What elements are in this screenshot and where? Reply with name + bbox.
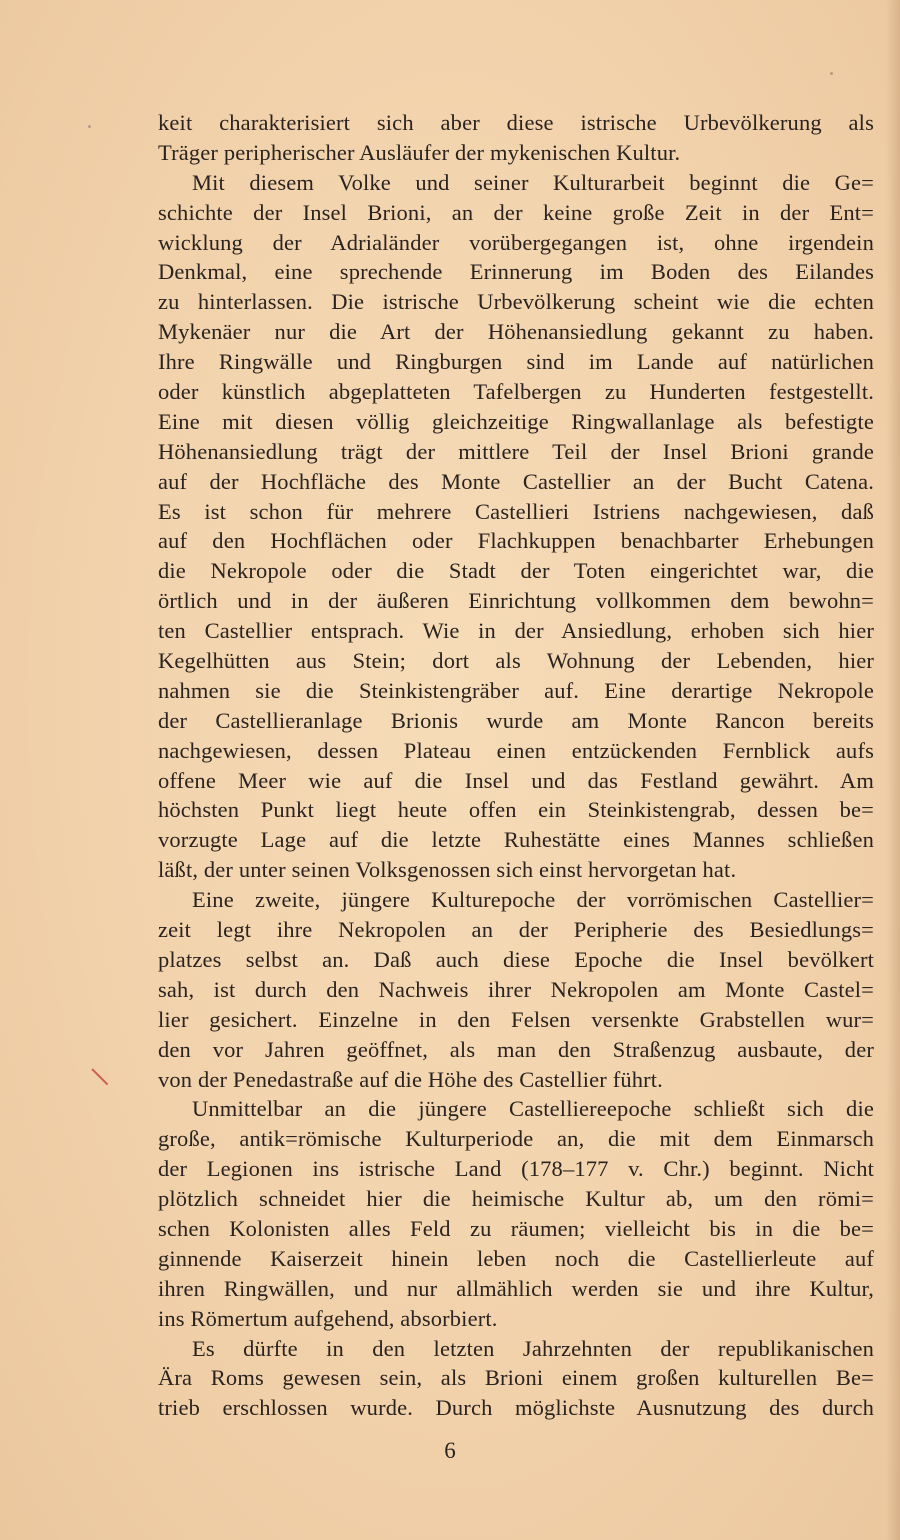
body-text xyxy=(158,108,874,1423)
text-line: Eine mit diesen völlig gleichzeitige Ringwallanlage als befestigte xyxy=(158,408,874,434)
text-line: der Legionen ins istrische Land (178–177 v. Chr.) beginnt. Nicht xyxy=(158,1156,874,1182)
text-line: ten Castellier entsprach. Wie in der Ansiedlung, erhoben sich hier xyxy=(158,618,874,644)
text-line: vorzugte Lage auf die letzte Ruhestätte eines Mannes schließen xyxy=(158,827,874,853)
page-edge-shadow xyxy=(886,0,900,1540)
text-line: Es dürfte in den letzten Jahrzehnten der republikanischen xyxy=(192,1335,874,1361)
text-line: Mykenäer nur die Art der Höhenansiedlung gekannt zu haben. xyxy=(158,319,874,345)
text-line: der Castellieranlage Brionis wurde am Monte Rancon bereits xyxy=(158,707,874,733)
text-line: von der Penedastraße auf die Höhe des Castellier führt. xyxy=(158,1066,663,1092)
page-number: 6 xyxy=(444,1438,456,1463)
text-line: Kegelhütten aus Stein; dort als Wohnung der Lebenden, hier xyxy=(158,648,874,674)
text-line: den vor Jahren geöffnet, als man den Straßenzug ausbaute, der xyxy=(158,1036,874,1062)
text-line: wicklung der Adrialänder vorübergegangen ist, ohne irgendein xyxy=(158,229,874,255)
text-line: höchsten Punkt liegt heute offen ein Steinkistengrab, dessen be= xyxy=(158,797,874,823)
text-line: lier gesichert. Einzelne in den Felsen versenkte Grabstellen wur= xyxy=(158,1006,874,1032)
text-line: zeit legt ihre Nekropolen an der Peripherie des Besiedlungs= xyxy=(158,917,874,943)
text-line: Ära Roms gewesen sein, als Brioni einem großen kulturellen Be= xyxy=(158,1365,874,1391)
paper-speck xyxy=(830,72,833,75)
text-line: ginnende Kaiserzeit hinein leben noch die Castellierleute auf xyxy=(158,1245,874,1271)
text-line: Eine zweite, jüngere Kulturepoche der vorrömischen Castellier= xyxy=(192,887,874,913)
text-line: plötzlich schneidet hier die heimische Kultur ab, um den römi= xyxy=(158,1186,874,1212)
text-line: sah, ist durch den Nachweis ihrer Nekropolen am Monte Castel= xyxy=(158,976,874,1002)
text-line: Unmittelbar an die jüngere Castelliereepoche schließt sich die xyxy=(192,1096,874,1122)
text-line: schichte der Insel Brioni, an der keine große Zeit in der Ent= xyxy=(158,199,874,225)
text-line: nahmen sie die Steinkistengräber auf. Eine derartige Nekropole xyxy=(158,677,874,703)
text-line: trieb erschlossen wurde. Durch möglichste Ausnutzung des durch xyxy=(158,1395,874,1421)
text-line: auf der Hochfläche des Monte Castellier an der Bucht Catena. xyxy=(158,468,874,494)
text-line: örtlich und in der äußeren Einrichtung vollkommen dem bewohn= xyxy=(158,588,874,614)
text-line: auf den Hochflächen oder Flachkuppen benachbarter Erhebungen xyxy=(158,528,874,554)
text-line: oder künstlich abgeplatteten Tafelbergen zu Hunderten festgestellt. xyxy=(158,379,874,405)
pencil-mark xyxy=(91,1068,108,1085)
text-line: Träger peripherischer Ausläufer der mykenischen Kultur. xyxy=(158,139,681,165)
text-line: Ihre Ringwälle und Ringburgen sind im Lande auf natürlichen xyxy=(158,349,874,375)
text-line: offene Meer wie auf die Insel und das Festland gewährt. Am xyxy=(158,767,874,793)
text-line: nachgewiesen, dessen Plateau einen entzückenden Fernblick aufs xyxy=(158,737,874,763)
text-line: ihren Ringwällen, und nur allmählich werden sie und ihre Kultur, xyxy=(158,1275,874,1301)
text-line: Denkmal, eine sprechende Erinnerung im Boden des Eilandes xyxy=(158,259,874,285)
text-line: platzes selbst an. Daß auch diese Epoche die Insel bevölkert xyxy=(158,946,874,972)
paper-speck xyxy=(88,125,91,128)
text-line: die Nekropole oder die Stadt der Toten eingerichtet war, die xyxy=(158,558,874,584)
text-line: Mit diesem Volke und seiner Kulturarbeit beginnt die Ge= xyxy=(192,169,874,195)
text-line: zu hinterlassen. Die istrische Urbevölkerung scheint wie die echten xyxy=(158,289,874,315)
text-line: läßt, der unter seinen Volksgenossen sich einst hervorgetan hat. xyxy=(158,857,737,883)
text-line: Es ist schon für mehrere Castellieri Istriens nachgewiesen, daß xyxy=(158,498,874,524)
text-line: große, antik=römische Kulturperiode an, die mit dem Einmarsch xyxy=(158,1126,874,1152)
text-line: Höhenansiedlung trägt der mittlere Teil der Insel Brioni grande xyxy=(158,438,874,464)
text-line: schen Kolonisten alles Feld zu räumen; vielleicht bis in die be= xyxy=(158,1215,874,1241)
text-line: ins Römertum aufgehend, absorbiert. xyxy=(158,1305,498,1331)
text-line: keit charakterisiert sich aber diese istrische Urbevölkerung als xyxy=(158,110,874,135)
